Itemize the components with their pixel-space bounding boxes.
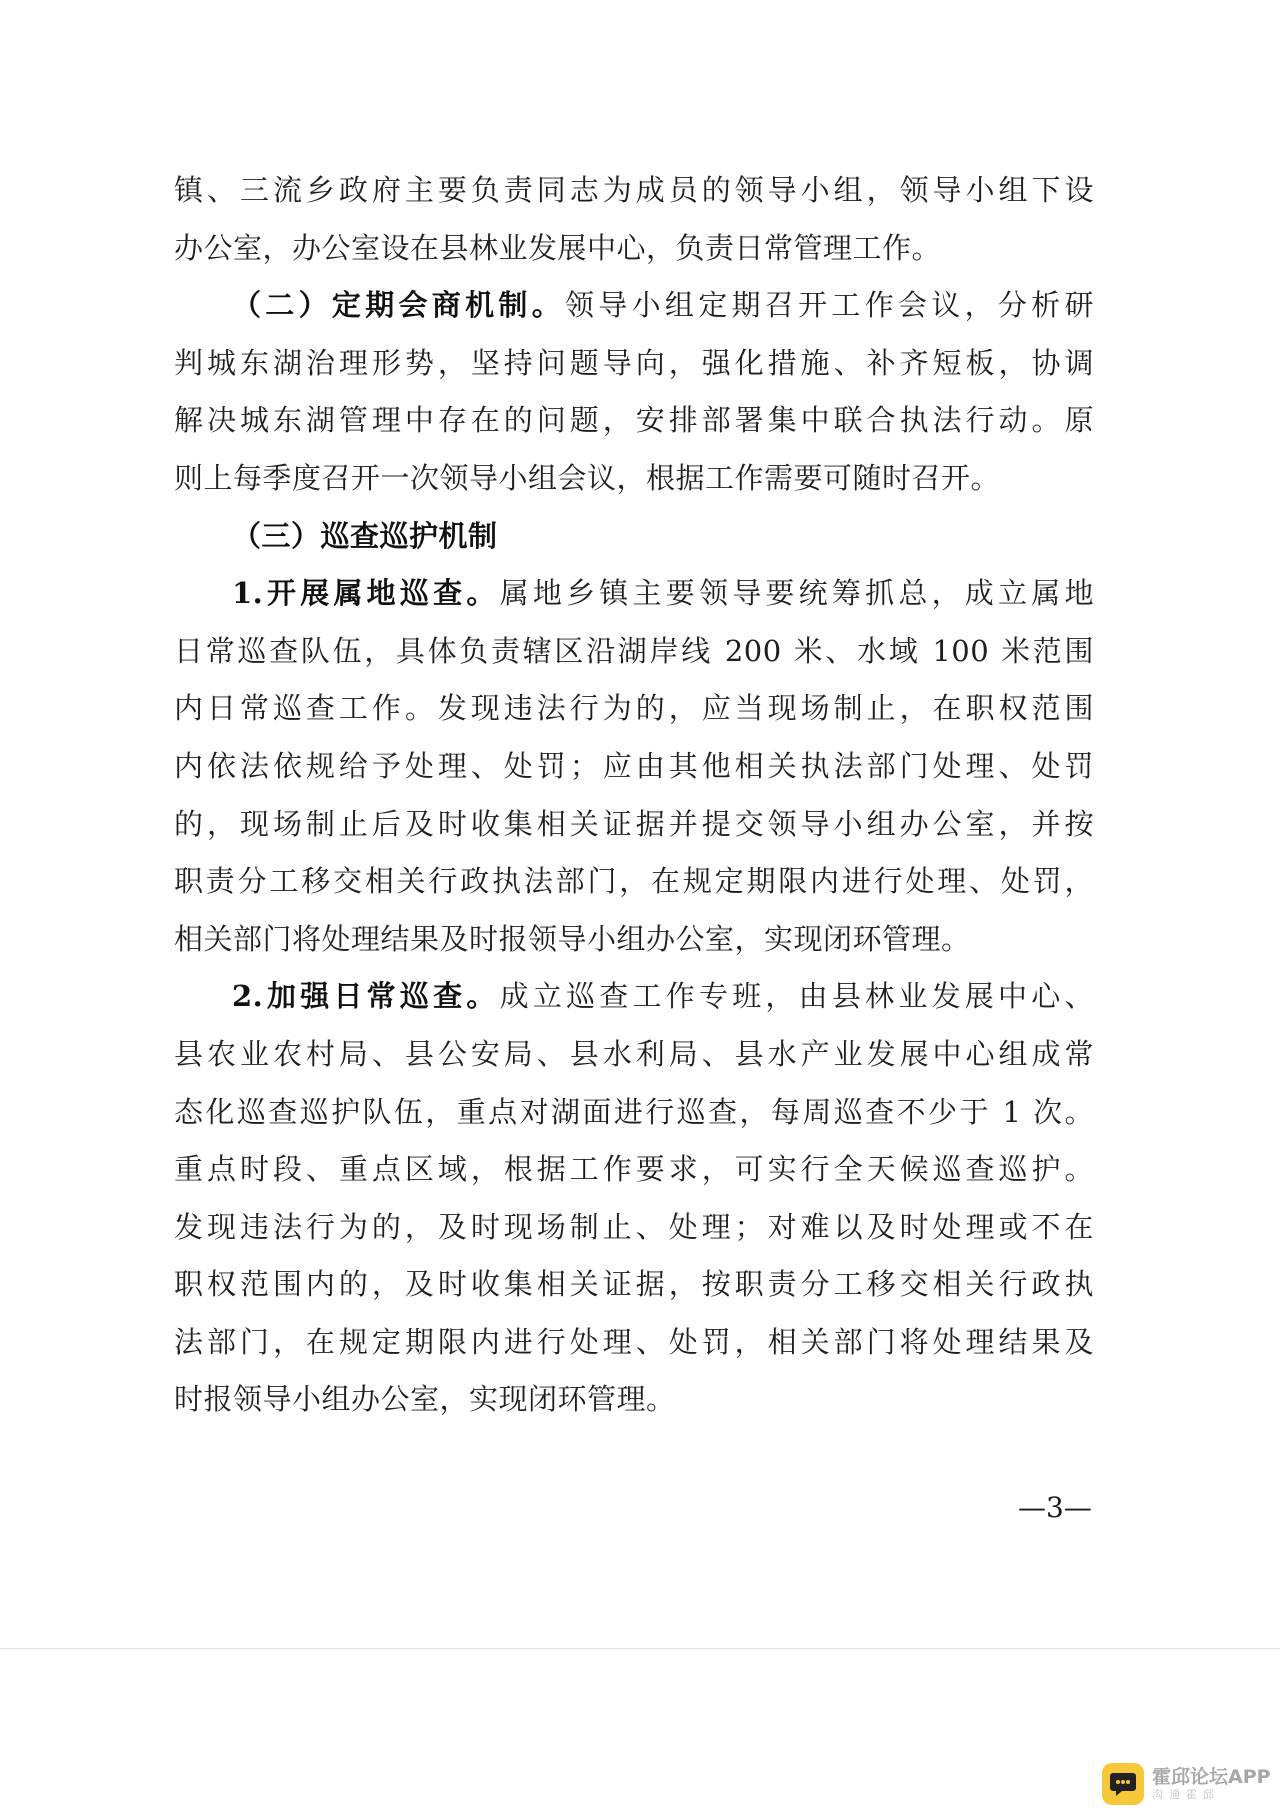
line-text: 内依法依规给予处理、处罚；应由其他相关执法部门处理、处罚: [174, 748, 1094, 783]
document-body: [174, 162, 1094, 1429]
text-line: [174, 220, 1094, 278]
line-text: 内日常巡查工作。发现违法行为的，应当现场制止，在职权范围: [174, 691, 1094, 726]
chat-bubble-icon: [1102, 1763, 1144, 1805]
line-text: 职权范围内的，及时收集相关证据，按职责分工移交相关行政执: [174, 1267, 1094, 1302]
text-line: [174, 450, 1094, 508]
watermark-subtitle: 沟通霍邱: [1152, 1788, 1220, 1801]
line-text: 发现违法行为的，及时现场制止、处理；对难以及时处理或不在: [174, 1209, 1094, 1244]
section-heading: 1.开展属地巡查。: [232, 576, 500, 611]
text-line: [174, 508, 1094, 566]
text-line: [174, 392, 1094, 450]
page-divider: [0, 1648, 1280, 1649]
text-line: [174, 565, 1094, 623]
line-text: 法部门，在规定期限内进行处理、处罚，相关部门将处理结果及: [174, 1324, 1094, 1359]
section-heading: （三）巡查巡护机制: [232, 518, 498, 553]
text-line: [174, 277, 1094, 335]
line-text: 办公室，办公室设在县林业发展中心，负责日常管理工作。: [174, 230, 942, 265]
app-watermark: [1102, 1758, 1272, 1810]
line-text: 职责分工移交相关行政执法部门，在规定期限内进行处理、处罚，: [174, 864, 1094, 899]
text-line: [174, 911, 1094, 969]
text-line: [174, 623, 1094, 681]
line-text: 则上每季度召开一次领导小组会议，根据工作需要可随时召开。: [174, 460, 1001, 495]
page-number: —3—: [1018, 1491, 1092, 1524]
text-line: [174, 1371, 1094, 1429]
text-line: [174, 680, 1094, 738]
line-text: 县农业农村局、县公安局、县水利局、县水产业发展中心组成常: [174, 1036, 1094, 1071]
section-heading: （二）定期会商机制。: [232, 288, 565, 323]
text-line: [174, 1314, 1094, 1372]
line-text: 时报领导小组办公室，实现闭环管理。: [174, 1382, 676, 1417]
section-heading: 2.加强日常巡查。: [232, 979, 500, 1014]
text-line: [174, 968, 1094, 1026]
text-line: [174, 796, 1094, 854]
line-text: 重点时段、重点区域，根据工作要求，可实行全天候巡查巡护。: [174, 1152, 1094, 1187]
line-text: 态化巡查巡护队伍，重点对湖面进行巡查，每周巡查不少于 1 次。: [174, 1094, 1094, 1129]
text-line: [174, 1141, 1094, 1199]
text-line: [174, 1199, 1094, 1257]
text-line: [174, 738, 1094, 796]
text-line: [174, 162, 1094, 220]
line-text: 解决城东湖管理中存在的问题，安排部署集中联合执法行动。原: [174, 403, 1094, 438]
line-text: 镇、三流乡政府主要负责同志为成员的领导小组，领导小组下设: [174, 173, 1094, 207]
text-line: [174, 1026, 1094, 1084]
watermark-title: 霍邱论坛APP: [1152, 1766, 1271, 1788]
text-line: [174, 1084, 1094, 1142]
line-text: 成立巡查工作专班，由县林业发展中心、: [499, 979, 1094, 1014]
text-line: [174, 335, 1094, 393]
line-text: 的，现场制止后及时收集相关证据并提交领导小组办公室，并按: [174, 806, 1094, 841]
text-line: [174, 853, 1094, 911]
line-text: 日常巡查队伍，具体负责辖区沿湖岸线 200 米、水域 100 米范围: [174, 633, 1094, 668]
line-text: 判城东湖治理形势，坚持问题导向，强化措施、补齐短板，协调: [174, 345, 1094, 380]
line-text: 领导小组定期召开工作会议，分析研: [565, 288, 1094, 323]
line-text: 属地乡镇主要领导要统筹抓总，成立属地: [499, 576, 1094, 611]
text-line: [174, 1256, 1094, 1314]
line-text: 相关部门将处理结果及时报领导小组办公室，实现闭环管理。: [174, 921, 971, 956]
